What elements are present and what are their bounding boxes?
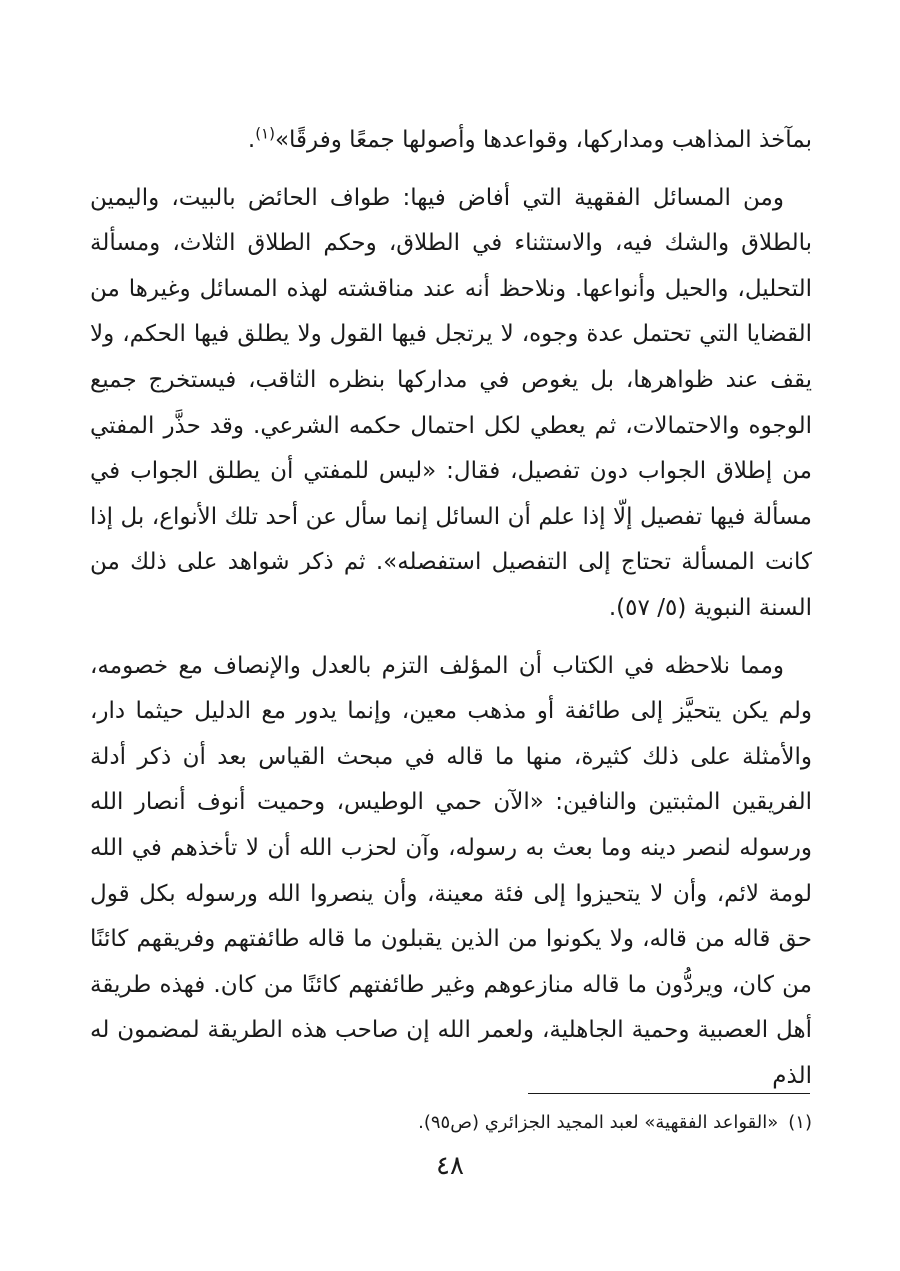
paragraph-jurisprudence-issues: ومن المسائل الفقهية التي أفاض فيها: طواف الحائض بالبيت، واليمين بالطلاق والشك فيه، والاستثناء في الطلاق، وحكم الطلاق الثلاث، ومسألة التحليل، والحيل وأنواعها. ونلاحظ أنه عند مناقشته لهذه المسائل وغيرها من القضايا التي تحتمل عدة وجوه، لا يرتجل فيها القول ولا يطلق فيها الحكم، ولا يقف عند ظواهرها، بل يغوص في مداركها بنظره الثاقب، فيستخرج جميع الوجوه والاحتمالات، ثم يعطي لكل احتمال حكمه الشرعي. وقد حذَّر المفتي من إطلاق الجواب دون تفصيل، فقال: «ليس للمفتي أن يطلق الجواب في مسألة فيها تفصيل إلّا إذا علم أن السائل إنما سأل عن أحد تلك الأنواع، بل إذا كانت المسألة تحتاج إلى التفصيل استفصله». ثم ذكر شواهد على ذلك من السنة النبوية (٥/ ٥٧).: [90, 184, 812, 621]
paragraph-text: بمآخذ المذاهب ومداركها، وقواعدها وأصولها جمعًا وفرقًا»: [274, 127, 812, 153]
paragraph-continuation: [90, 118, 812, 164]
footnote-separator: [528, 1093, 810, 1094]
footnote-text: «القواعد الفقهية» لعبد المجيد الجزائري (ص٩٥).: [418, 1112, 779, 1133]
footnote-number: (١): [788, 1112, 812, 1133]
footnote-reference: (١): [255, 124, 275, 143]
page-number: ٤٨: [436, 1151, 464, 1181]
footnote: [90, 1108, 812, 1138]
paragraph-tail: .: [247, 127, 256, 153]
body-text: [90, 118, 812, 1111]
paragraph-fairness: ومما نلاحظه في الكتاب أن المؤلف التزم بالعدل والإنصاف مع خصومه، ولم يكن يتحيَّز إلى طائفة أو مذهب معين، وإنما يدور مع الدليل حيثما دار، والأمثلة على ذلك كثيرة، منها ما قاله في مبحث القياس بعد أن ذكر أدلة الفريقين المثبتين والنافين: «الآن حمي الوطيس، وحميت أنوف أنصار الله ورسوله لنصر دينه وما بعث به رسوله، وآن لحزب الله أن لا تأخذهم في الله لومة لائم، وأن لا يتحيزوا إلى فئة معينة، وأن ينصروا الله ورسوله بكل قول حق قاله من قاله، ولا يكونوا من الذين يقبلون ما قاله طائفتهم وفريقهم كائنًا من كان، ويردُّون ما قاله منازعوهم وغير طائفتهم كائنًا من كان. فهذه طريقة أهل العصبية وحمية الجاهلية، ولعمر الله إن صاحب هذه الطريقة لمضمون له الذم: [90, 652, 812, 1089]
